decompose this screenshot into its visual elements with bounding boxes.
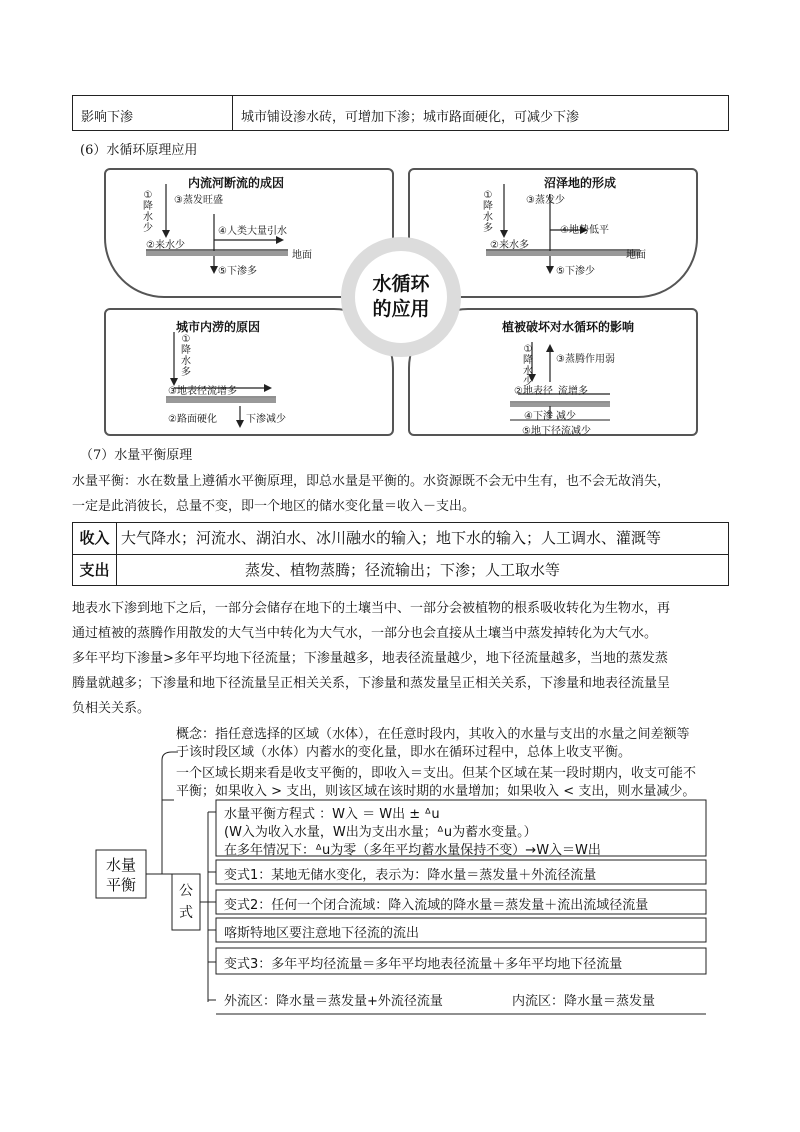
infiltration-label-2: 减少 bbox=[556, 411, 576, 422]
section-6-title: (6）水循环原理应用 bbox=[80, 143, 198, 158]
equation-line2: (W入为收入水量，W出为支出水量；ᐞu为蓄水变量。） bbox=[224, 825, 537, 840]
equation-line1: 水量平衡方程式 ：W入 ＝ W出 ± ᐞu bbox=[224, 807, 440, 822]
para2-line2: 腾量就越多；下渗量和地下径流量呈正相关关系，下渗量和蒸发量呈正相关关系，下渗量和地表径流量呈 bbox=[72, 676, 671, 691]
income-value: 大气降水；河流水、湖泊水、冰川融水的输入；地下水的输入；人工调水、灌溉等 bbox=[121, 529, 662, 547]
income-label: 收入 bbox=[73, 523, 117, 554]
runoff-label: ②来水少 bbox=[146, 240, 185, 251]
table-content: 城市铺设渗水砖，可增加下渗；城市路面硬化，可减少下渗 bbox=[241, 110, 580, 125]
terrain-label: ④地势低平 bbox=[560, 225, 609, 236]
panel-title: 城市内涝的原因 bbox=[176, 320, 261, 334]
variant3: 变式3：多年平均径流量＝多年平均地表径流量＋多年平均地下径流量 bbox=[224, 957, 623, 972]
rain-label: ①降水多 bbox=[483, 190, 493, 234]
evap-label: ③蒸发旺盛 bbox=[174, 195, 223, 206]
para2-line1: 多年平均下渗量>多年平均地下径流量；下渗量越多，地表径流量越少，地下径流量越多，当地的蒸发蒸 bbox=[72, 651, 668, 666]
surface-runoff-label: ②地表径 bbox=[514, 386, 553, 397]
infiltration-label: ④下渗 bbox=[524, 411, 553, 422]
evap-label: ③蒸发少 bbox=[526, 195, 565, 206]
infiltration-label: ⑤下渗少 bbox=[556, 266, 595, 277]
table-label: 影响下渗 bbox=[73, 96, 233, 130]
karst-note: 喀斯特地区要注意地下径流的流出 bbox=[224, 926, 420, 941]
balance-text-line1: 水量平衡：水在数量上遵循水平衡原理，即总水量是平衡的。水资源既不会无中生有，也不会无故消失， bbox=[72, 474, 671, 489]
balance-text-line2: 一定是此消彼长，总量不变，即一个地区的储水变化量＝收入－支出。 bbox=[72, 499, 476, 514]
infiltration-label: ⑤下渗多 bbox=[218, 266, 257, 277]
para1-line1: 地表水下渗到地下之后，一部分会储存在地下的土壤当中、一部分会被植物的根系吸收转化为生物水，再 bbox=[72, 601, 671, 616]
rain-label: ①降水少 bbox=[523, 344, 533, 388]
center-title-line2: 的应用 bbox=[372, 298, 430, 320]
ground-label: 地面 bbox=[626, 250, 646, 261]
section-7-title: （7）水量平衡原理 bbox=[80, 448, 193, 463]
center-title-line1: 水循环 bbox=[372, 273, 430, 295]
panel-title: 内流河断流的成因 bbox=[188, 176, 285, 190]
para1-line2: 通过植被的蒸腾作用散发的大气当中转化为大气水，一部分也会直接从土壤当中蒸发掉转化为大气水。 bbox=[72, 626, 658, 641]
panel-title: 植被破坏对水循环的影响 bbox=[502, 320, 635, 334]
para2-line3: 负相关关系。 bbox=[72, 701, 151, 716]
runoff-label: ③地表径流增多 bbox=[168, 386, 237, 397]
transpiration-label: ③蒸腾作用弱 bbox=[556, 354, 615, 365]
expense-label: 支出 bbox=[73, 555, 117, 586]
diversion-label: ④人类大量引水 bbox=[218, 226, 287, 237]
road-label: ②路面硬化 bbox=[168, 414, 217, 425]
variant1: 变式1：某地无储水变化，表示为：降水量＝蒸发量＋外流径流量 bbox=[224, 868, 597, 883]
rain-label: ①降水少 bbox=[143, 190, 153, 234]
root-label-line2: 平衡 bbox=[106, 876, 137, 894]
concept-line2: 于该时段区域（水体）内蓄水的变化量，即水在循环过程中，总体上收支平衡。 bbox=[176, 745, 632, 760]
concept-line1: 概念：指任意选择的区域（水体），在任意时段内，其收入的水量与支出的水量之间差额等 bbox=[176, 727, 690, 742]
rain-label: ①降水多 bbox=[181, 334, 191, 378]
expense-value: 蒸发、植物蒸腾；径流输出；下渗；人工取水等 bbox=[245, 561, 561, 579]
panel-title: 沼泽地的形成 bbox=[544, 176, 617, 190]
variant2: 变式2：任何一个闭合流域：降入流域的降水量＝蒸发量＋流出流域径流量 bbox=[224, 898, 649, 913]
equation-line3: 在多年情况下：ᐞu为零（多年平均蓄水量保持不变）→W入＝W出 bbox=[224, 843, 601, 858]
outflow-region: 外流区：降水量＝蒸发量+外流径流量 bbox=[224, 994, 443, 1009]
ground-label: 地面 bbox=[292, 250, 312, 261]
root-label-line1: 水量 bbox=[106, 856, 137, 874]
longterm-line1: 一个区域长期来看是收支平衡的，即收入＝支出。但某个区域在某一段时期内，收支可能不 bbox=[176, 766, 697, 781]
formula-label: 公式 bbox=[179, 883, 193, 921]
runoff-label: ②来水多 bbox=[490, 240, 529, 251]
infiltration-label: 下渗减少 bbox=[246, 414, 286, 425]
groundwater-label: ⑤地下径流减少 bbox=[522, 426, 591, 437]
inflow-region: 内流区：降水量＝蒸发量 bbox=[512, 994, 656, 1009]
longterm-line2: 平衡；如果收入 > 支出，则该区域在该时期的水量增加；如果收入 < 支出，则水量减少。 bbox=[176, 784, 696, 799]
surface-runoff-label-2: 流增多 bbox=[558, 386, 588, 397]
